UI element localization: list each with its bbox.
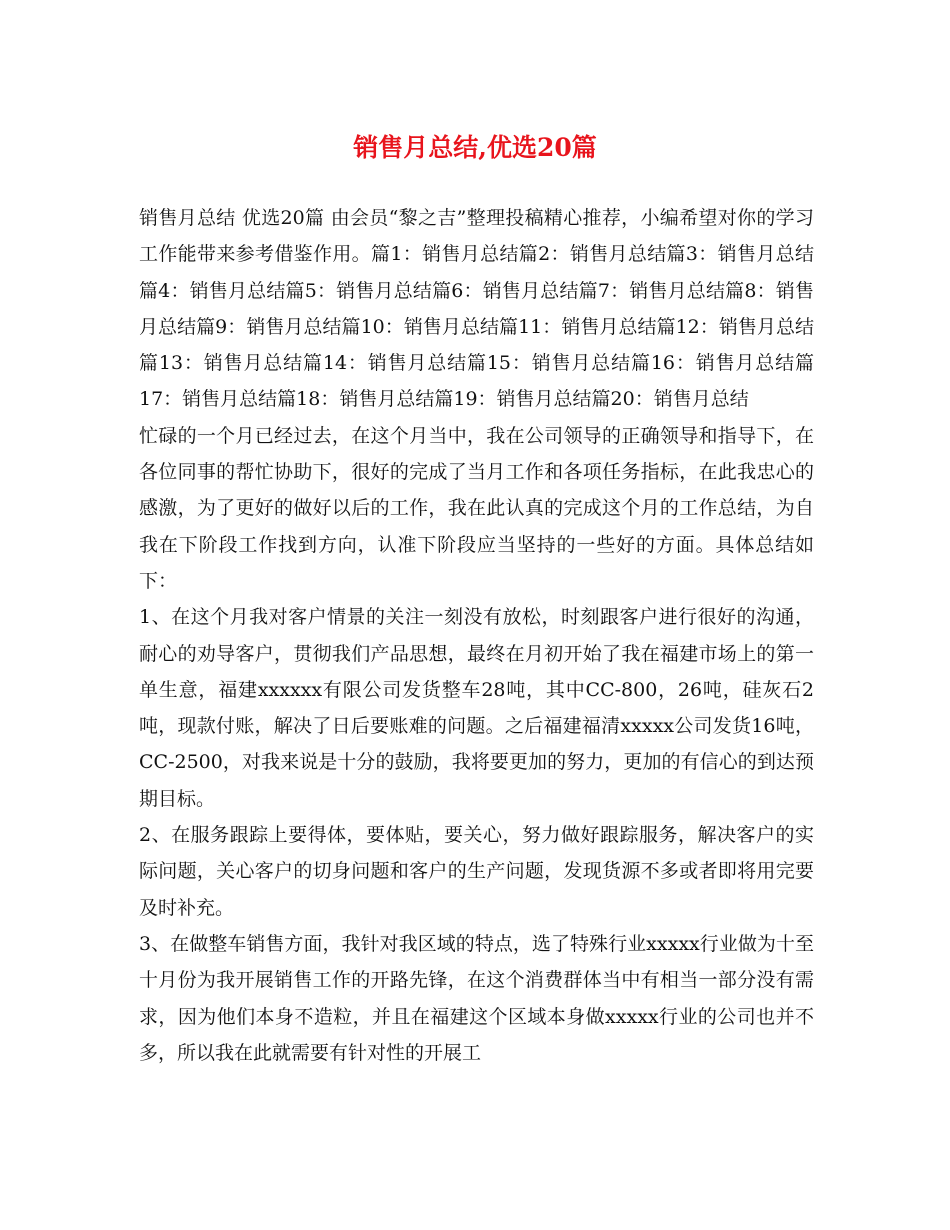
paragraph-intro: 销售月总结 优选20篇 由会员“黎之吉”整理投稿精心推荐，小编希望对你的学习工作能带来参考借鉴作用。篇1：销售月总结篇2：销售月总结篇3：销售月总结篇4：销售月总结篇5：销售月总结篇6：销售月总结篇7：销售月总结篇8：销售月总结篇9：销售月总结篇10：销售月总结篇11：销售月总结篇12：销售月总结篇13：销售月总结篇14：销售月总结篇15：销售月总结篇16：销售月总结篇17：销售月总结篇18：销售月总结篇19：销售月总结篇20：销售月总结 [139,207,814,411]
document-body [139,200,814,1071]
paragraph-opening: 忙碌的一个月已经过去，在这个月当中，我在公司领导的正确领导和指导下，在各位同事的帮忙协助下，很好的完成了当月工作和各项任务指标，在此我忠心的感激，为了更好的做好以后的工作，我在此认真的完成这个月的工作总结，为自我在下阶段工作找到方向，认准下阶段应当坚持的一些好的方面。具体总结如下： [139,424,814,592]
paragraph-point-3: 3、在做整车销售方面，我针对我区域的特点，选了特殊行业xxxxx行业做为十至十月份为我开展销售工作的开路先锋，在这个消费群体当中有相当一部分没有需求，因为他们本身不造粒，并且在福建这个区域本身做xxxxx行业的公司也并不多，所以我在此就需要有针对性的开展工 [139,932,814,1064]
paragraph-point-1: 1、在这个月我对客户情景的关注一刻没有放松，时刻跟客户进行很好的沟通，耐心的劝导客户，贯彻我们产品思想，最终在月初开始了我在福建市场上的第一单生意，福建xxxxxx有限公司发货整车28吨，其中CC-800，26吨，硅灰石2吨，现款付账，解决了日后要账难的问题。之后福建福清xxxxx公司发货16吨，CC-2500，对我来说是十分的鼓励，我将要更加的努力，更加的有信心的到达预期目标。 [139,606,814,810]
document-title: 销售月总结,优选20篇 [353,133,597,162]
paragraph-point-2: 2、在服务跟踪上要得体，要体贴，要关心，努力做好跟踪服务，解决客户的实际问题，关心客户的切身问题和客户的生产问题，发现货源不多或者即将用完要及时补充。 [139,824,814,919]
